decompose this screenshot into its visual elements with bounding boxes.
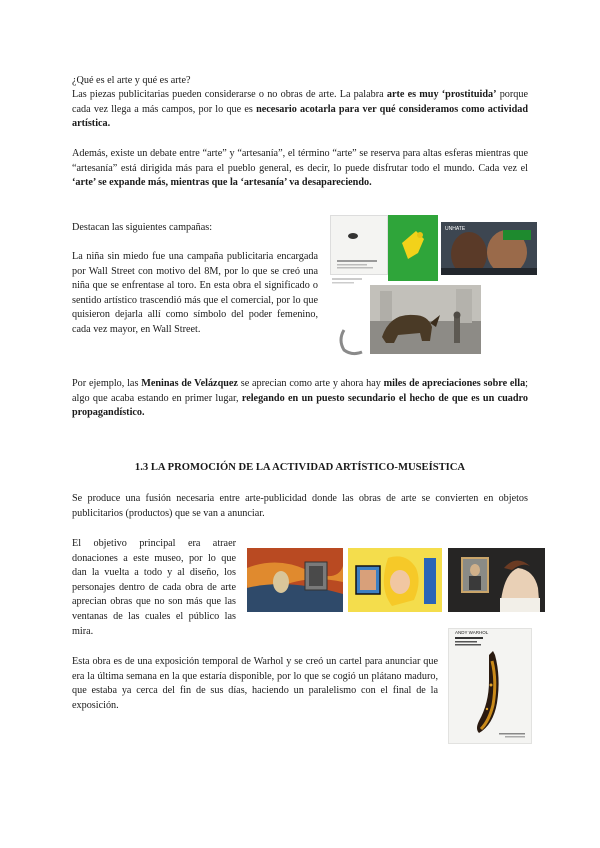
bold-run: arte es muy ‘prostituida’: [386, 89, 497, 100]
bold-run: Meninas de Velázquez: [141, 378, 238, 389]
text-run: porque cada vez llega a más campos, por lo que es: [72, 89, 528, 115]
paragraph-art-definition: [72, 88, 528, 132]
section-heading: 1.3 LA PROMOCIÓN DE LA ACTIVIDAD ARTÍSTICO-MUSEÍSTICA: [134, 462, 466, 473]
warhol-paragraph: Esta obra es de una exposición temporal de Warhol y se creó un cartel para anunciar que era la última semana en la que estaría disponible, por lo que se cogió un plátano maduro, que estaba ya cerca del fin de sus días, haciendo un paralelismo con el final de la exposición.: [72, 656, 438, 711]
fearless-girl-bull-image: [370, 285, 481, 354]
text-run: Por ejemplo, las: [72, 378, 142, 389]
text-run: se aprecian como arte y ahora hay: [237, 378, 384, 389]
campaign-white-poster-image: [330, 215, 388, 275]
campaigns-intro: Destacan las siguientes campañas:: [72, 222, 213, 233]
scream-museum-ad-image: [247, 548, 343, 612]
bold-run: necesario acotarla para ver qué consideramos como actividad artística.: [72, 103, 528, 130]
fusion-paragraph: Se produce una fusión necesaria entre arte-publicidad donde las obras de arte se convierten en objetos publicitarios (productos) que se van a anunciar.: [72, 493, 528, 519]
text-run: Las piezas publicitarias pueden considerarse o no obras de arte. La palabra: [72, 89, 387, 100]
portrait-museum-ad-image: [448, 548, 545, 612]
bold-run: ‘arte’ se expande más, mientras que la ‘artesanía’ va desapareciendo.: [72, 177, 372, 189]
unhate-kiss-poster-image: [441, 222, 537, 275]
question-heading: ¿Qué es el arte y qué es arte?: [72, 75, 191, 86]
unhate-label: UNHATE: [445, 226, 466, 232]
bold-run: relegando en un puesto secundario el hecho de que es un cuadro propagandístico.: [72, 392, 528, 419]
warhol-banana-poster-image: [448, 628, 532, 744]
warhol-poster-title: ANDY WARHOL: [455, 630, 489, 635]
bold-run: miles de apreciaciones sobre ella: [383, 378, 526, 389]
fearless-girl-paragraph: La niña sin miedo fue una campaña publicitaria encargada por Wall Street con motivo del 8M, por lo que se creó una niña que se enfrentase al toro. En esta obra el significado o sentido artístico trascendió más que el comercial, por lo que quisieron dejarla allí como símbolo del poder femenino, cada vez mayor, en Wall Street.: [72, 251, 318, 335]
text-run: ; algo que acaba estando en primer lugar,: [72, 378, 529, 404]
campaign-green-poster-image: [388, 215, 438, 281]
lichtenstein-museum-ad-image: [348, 548, 442, 612]
campaign-bull-grayscale-image: [330, 276, 370, 356]
museum-objective-paragraph: El objetivo principal era atraer donaciones a este museo, por lo que dan la vuelta a todo y al diseño, los personajes dentro de cada obra de arte aprecian obras que no son más que las ventanas de las cuales el público las mira.: [72, 538, 236, 637]
meninas-paragraph: [72, 377, 528, 421]
text-run: Además, existe un debate entre “arte” y “artesanía”, el término “arte” se reserva para altas esferas mientras que “artesanía” está dirigida más para el pueblo general, es decir, lo puede disfrutar todo el mundo. Cada vez el: [72, 148, 528, 174]
paragraph-art-crafts: [72, 147, 528, 191]
